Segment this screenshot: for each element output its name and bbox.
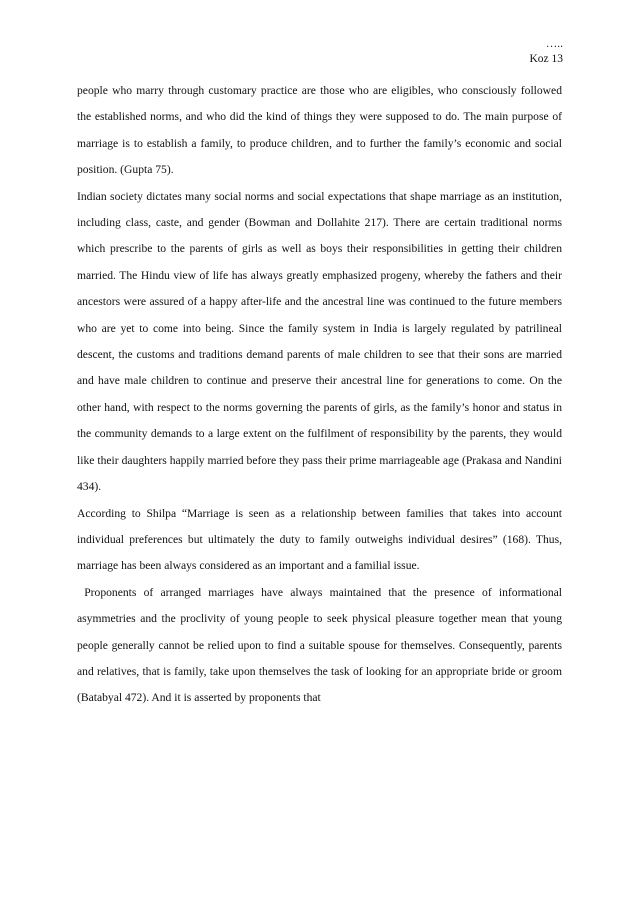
paragraph-1: people who marry through customary practice are those who are eligibles, who consciously followed the established norms, and who did the kind of things they were supposed to do. The main purpose of marriage is to establish a family, to produce children, and to further the family’s economic and social position. (Gupta 75). (77, 84, 562, 177)
header-ellipsis: ….. (545, 38, 563, 50)
paragraph-2: Indian society dictates many social norms and social expectations that shape marriage as an institution, including class, caste, and gender (Bowman and Dollahite 217). There are certain traditional norms which prescribe to the parents of girls as well as boys their responsibilities in getting their children married. The Hindu view of life has always greatly emphasized progeny, whereby the fathers and their ancestors were assured of a happy after-life and the ancestral line was continued to the future members who are yet to come into being. Since the family system in India is largely regulated by patrilineal descent, the customs and traditions demand parents of male children to see that their sons are married and have male children to continue and preserve their ancestral line for generations to come. On the other hand, with respect to the norms governing the parents of girls, as the family’s honor and status in the community demands to a large extent on the fulfilment of responsibility by the parents, they would like their daughters happily married before they pass their prime marriageable age (Prakasa and Nandini 434). (77, 189, 562, 494)
paragraph-4: Proponents of arranged marriages have always maintained that the presence of informational asymmetries and the proclivity of young people to seek physical pleasure together mean that young people generally cannot be relied upon to find a suitable spouse for themselves. Consequently, parents and relatives, that is family, take upon themselves the task of looking for an appropriate bride or groom (Batabyal 472). And it is asserted by proponents that (77, 585, 565, 705)
paragraph-3: According to Shilpa “Marriage is seen as a relationship between families that takes into account individual preferences but ultimately the duty to family outweighs individual desires” (168). Thus, marriage has been always considered as an important and a familial issue. (77, 506, 562, 573)
page-header (529, 37, 563, 67)
document-body (77, 78, 565, 712)
page-number: Koz 13 (529, 53, 563, 65)
